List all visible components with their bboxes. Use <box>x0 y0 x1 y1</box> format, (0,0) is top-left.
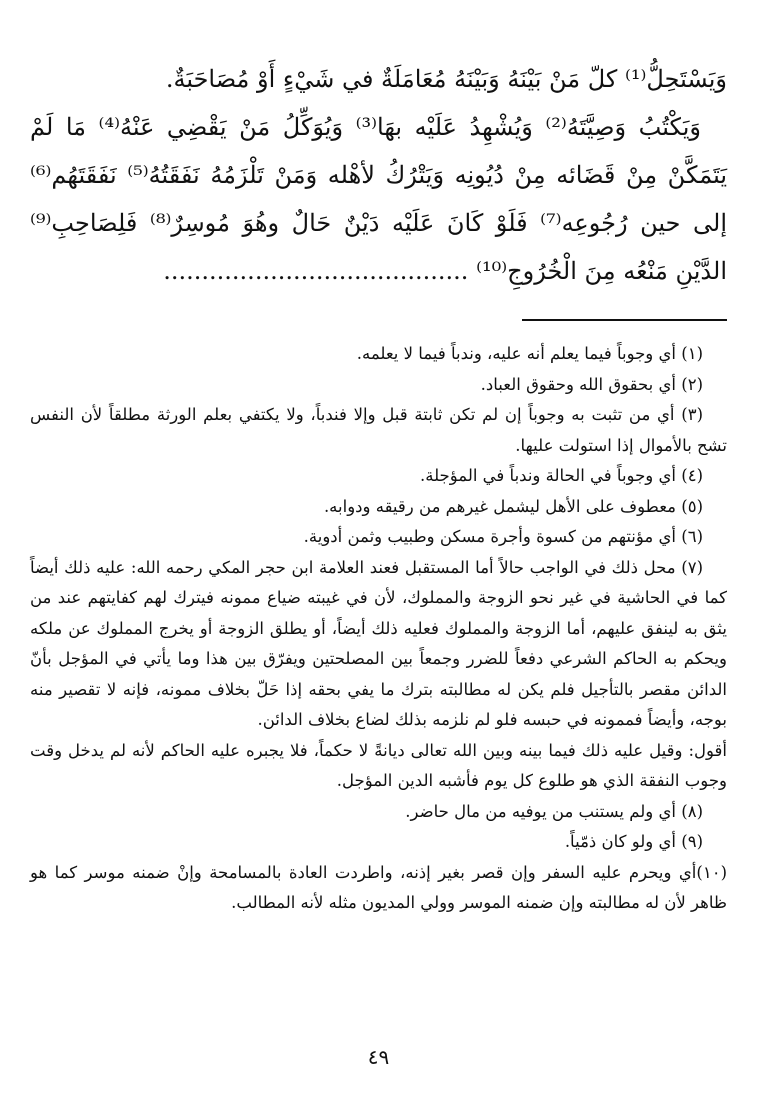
footnote-1: (١) أي وجوباً فيما يعلم أنه عليه، وندباً فيما لا يعلمه. <box>356 344 703 363</box>
footnote-separator <box>522 319 727 321</box>
footnote-9: (٩) أي ولو كان ذمّياً. <box>564 832 703 851</box>
footnote-5: (٥) معطوف على الأهل ليشمل غيرهم من رقيقه ودوابه. <box>323 496 703 516</box>
footnote-8: (٨) أي ولم يستنب من يوفيه من مال حاضر. <box>405 801 703 821</box>
main-paragraph-2-text: وَيَكْتُبُ وَصِيَّتَهُ⁽²⁾ وَيُشْهِدُ عَلَيْه بهَا⁽³⁾ وَيُوَكِّلُ مَنْ يَقْضِي عَنْهُ⁽⁴⁾ مَا لَمْ يَتَمَكَّنْ مِنْ قَضَائه مِنْ دُيُونِه وَيَتْرُكُ لأهْله وَمَنْ تَلْزَمُهُ نَفَقَتُهُ⁽⁵⁾ نَفَقَتَهُم⁽⁶⁾ إلى حين رُجُوعِه⁽⁷⁾ فَلَوْ كَانَ عَلَيْه دَيْنٌ حَالٌ وهُوَ مُوسِرٌ⁽⁸⁾ فَلِصَاحِبِ⁽⁹⁾ الدَّيْنِ مَنْعُه مِنَ الْخُرُوجِ⁽¹⁰⁾ <box>30 113 727 285</box>
footnote-7: (٧) محل ذلك في الواجب حالاً أما المستقبل فعند العلامة ابن حجر المكي رحمه الله: عليه ذلك أيضاً كما في الحاشية في غير نحو الزوجة والمملوك، لأن في غيبته ضياع ممونه فيترك لهم كفايتهم عند من يثق به لينفق عليهم، أما الزوجة والمملوك فعليه ذلك أيضاً، أو يطلق الزوجة أو يخرج المملوك عن ملكه ويحكم به الحاكم الشرعي دفعاً للضرر وجمعاً بين المصلحتين ويفرّق بين هذا وما يأتي في المؤجل بأنّ الدائن مقصر بالتأجيل فلم يكن له مطالبته بترك ما يفي بحقه إذا حَلّ بخلاف ممونه، فإنه لا تقصير منه بوجه، وأيضاً فممونه في حبسه فلو لم نلزمه بذلك لضاع بخلاف الدائن. <box>30 557 727 729</box>
footnote-2: (٢) أي بحقوق الله وحقوق العباد. <box>480 374 703 394</box>
footnotes <box>30 339 727 919</box>
footnote-6: (٦) أي مؤنتهم من كسوة وأجرة مسكن وطبيب وثمن أدوية. <box>303 527 703 546</box>
main-paragraph-1: وَيَسْتَحِلُّ⁽¹⁾ كلّ مَنْ بَيْنَهُ وَبَيْنَهُ مُعَامَلَةٌ في شَيْءٍ أَوْ مُصَاحَبَةٌ. <box>165 65 727 93</box>
main-paragraph-2 <box>30 103 727 295</box>
footnote-3: (٣) أي من تثبت به وجوباً إن لم تكن ثابتة قبل وإلا فندباً، ولا يكتفي بعلم الورثة مطلقاً لأن النفس تشح بالأموال إذا استولت عليها. <box>30 405 727 455</box>
footnote-4: (٤) أي وجوباً في الحالة وندباً في المؤجلة. <box>420 466 703 485</box>
footnote-7-comment: أقول: وقيل عليه ذلك فيما بينه وبين الله تعالى ديانةً لا حكماً، فلا يجبره عليه الحاكم لأنه لم يدخل وقت وجوب النفقة الذي هو طلوع كل يوم فأشبه الدين المؤجل. <box>30 740 727 790</box>
main-text <box>30 55 727 295</box>
trailing-dots: ........................................ <box>163 257 469 285</box>
page-number: ٤٩ <box>367 1045 390 1069</box>
footnote-10: (١٠)أي ويحرم عليه السفر وإن قصر بغير إذنه، واطردت العادة بالمسامحة وإنْ ضمنه موسر كما هو ظاهر لأن له مطالبته وإن ضمنه الموسر وولي المديون مثله لأنه المطالب. <box>30 862 727 912</box>
book-page <box>30 55 727 1071</box>
